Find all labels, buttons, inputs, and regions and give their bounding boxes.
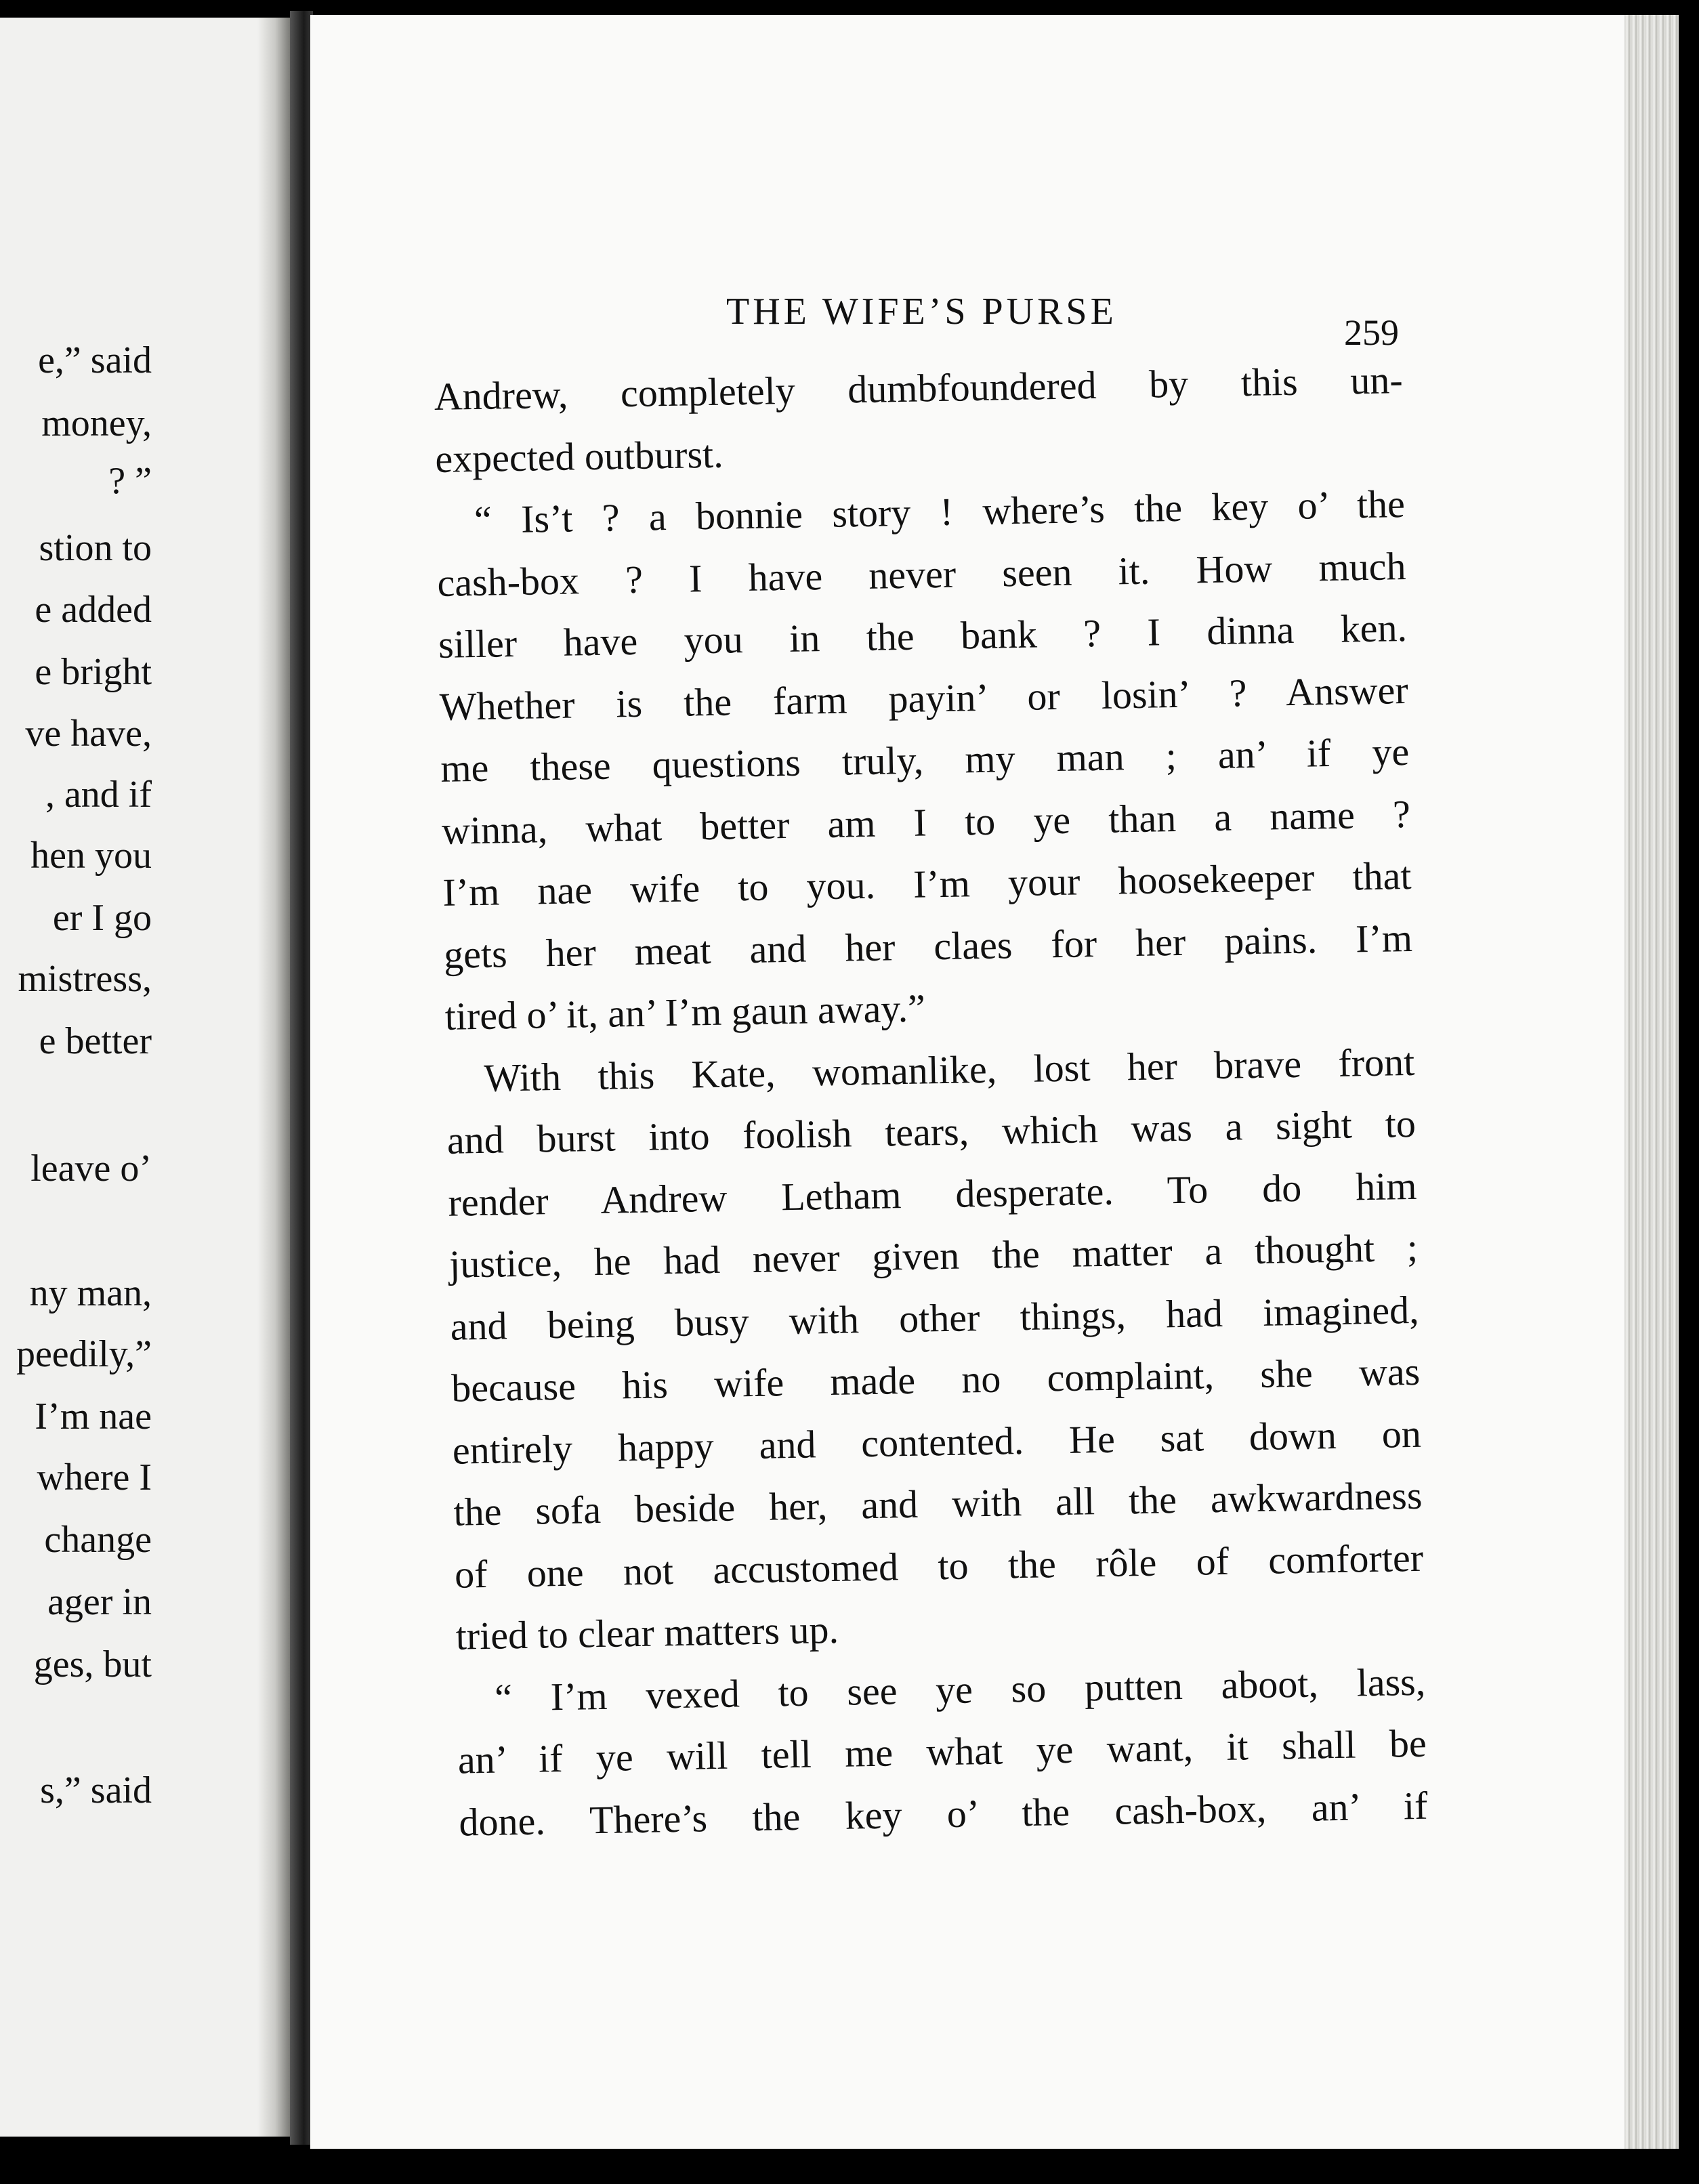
left-page-line: e,” said bbox=[38, 339, 152, 381]
text-line: Whether is the farm payin’ or losin’ ? Answer bbox=[439, 667, 1409, 729]
left-page-line: ny man, bbox=[29, 1272, 152, 1314]
left-page-line: ager in bbox=[47, 1581, 152, 1623]
text-line: expected outburst. bbox=[434, 432, 724, 481]
text-line: “ I’m vexed to see ye so putten aboot, lass, bbox=[494, 1659, 1426, 1720]
text-line: and burst into foolish tears, which was a sight to bbox=[446, 1101, 1417, 1162]
left-page-line: I’m nae bbox=[35, 1395, 152, 1437]
left-page bbox=[0, 18, 290, 2137]
text-line: Andrew, completely dumbfoundered by this un- bbox=[434, 358, 1404, 419]
text-line: siller have you in the bank ? I dinna ken. bbox=[438, 605, 1408, 667]
running-head: THE WIFE’S PURSE bbox=[726, 291, 1117, 333]
text-line: gets her meat and her claes for her pains. I’m bbox=[443, 915, 1413, 977]
text-line: cash-box ? I have never seen it. How much bbox=[437, 543, 1406, 605]
text-line: and being busy with other things, had imagined, bbox=[450, 1287, 1420, 1349]
left-page-line: money, bbox=[41, 402, 152, 444]
page-number: 259 bbox=[1344, 312, 1399, 353]
text-line: tired o’ it, an’ I’m gaun away.” bbox=[444, 986, 926, 1038]
page-edges bbox=[1624, 15, 1679, 2149]
left-page-line: s,” said bbox=[40, 1769, 152, 1811]
text-line: “ Is’t ? a bonnie story ! where’s the key o’ the bbox=[474, 482, 1406, 542]
left-page-line: leave o’ bbox=[30, 1148, 152, 1190]
left-page-line: e added bbox=[35, 589, 152, 631]
text-line: I’m nae wife to you. I’m your hoosekeeper that bbox=[442, 853, 1412, 915]
left-page-line: ges, but bbox=[33, 1643, 152, 1685]
left-gutter-shadow bbox=[257, 18, 290, 2137]
text-line: of one not accustomed to the rôle of comforter bbox=[454, 1535, 1424, 1597]
left-page-line: where I bbox=[37, 1456, 152, 1498]
text-line: With this Kate, womanlike, lost her brave front bbox=[483, 1039, 1415, 1100]
left-page-line: , and if bbox=[45, 774, 152, 816]
text-line: because his wife made no complaint, she was bbox=[450, 1349, 1421, 1410]
text-line: the sofa beside her, and with all the awkwardness bbox=[453, 1473, 1423, 1534]
text-line: an’ if ye will tell me what ye want, it shall be bbox=[457, 1721, 1427, 1782]
text-line: render Andrew Letham desperate. To do him bbox=[447, 1163, 1417, 1225]
left-page-line: peedily,” bbox=[16, 1333, 152, 1375]
left-page-line: change bbox=[44, 1519, 152, 1561]
left-page-line: mistress, bbox=[18, 958, 152, 1000]
left-page-line: ? ” bbox=[108, 460, 152, 502]
left-page-line: e bright bbox=[35, 651, 152, 693]
text-line: justice, he had never given the matter a thought ; bbox=[448, 1225, 1419, 1286]
text-line: entirely happy and contented. He sat down on bbox=[452, 1411, 1422, 1473]
left-page-line: stion to bbox=[39, 527, 152, 569]
left-page-line: e better bbox=[39, 1020, 152, 1062]
left-page-line: er I go bbox=[52, 897, 152, 939]
text-line: me these questions truly, my man ; an’ if ye bbox=[440, 729, 1410, 791]
left-page-line: ve have, bbox=[25, 713, 152, 755]
text-line: done. There’s the key o’ the cash-box, an’ if bbox=[458, 1783, 1428, 1845]
left-page-line: hen you bbox=[30, 835, 152, 877]
text-line: tried to clear matters up. bbox=[455, 1607, 839, 1658]
text-line: winna, what better am I to ye than a name ? bbox=[441, 791, 1411, 853]
book-binding bbox=[290, 11, 313, 2145]
